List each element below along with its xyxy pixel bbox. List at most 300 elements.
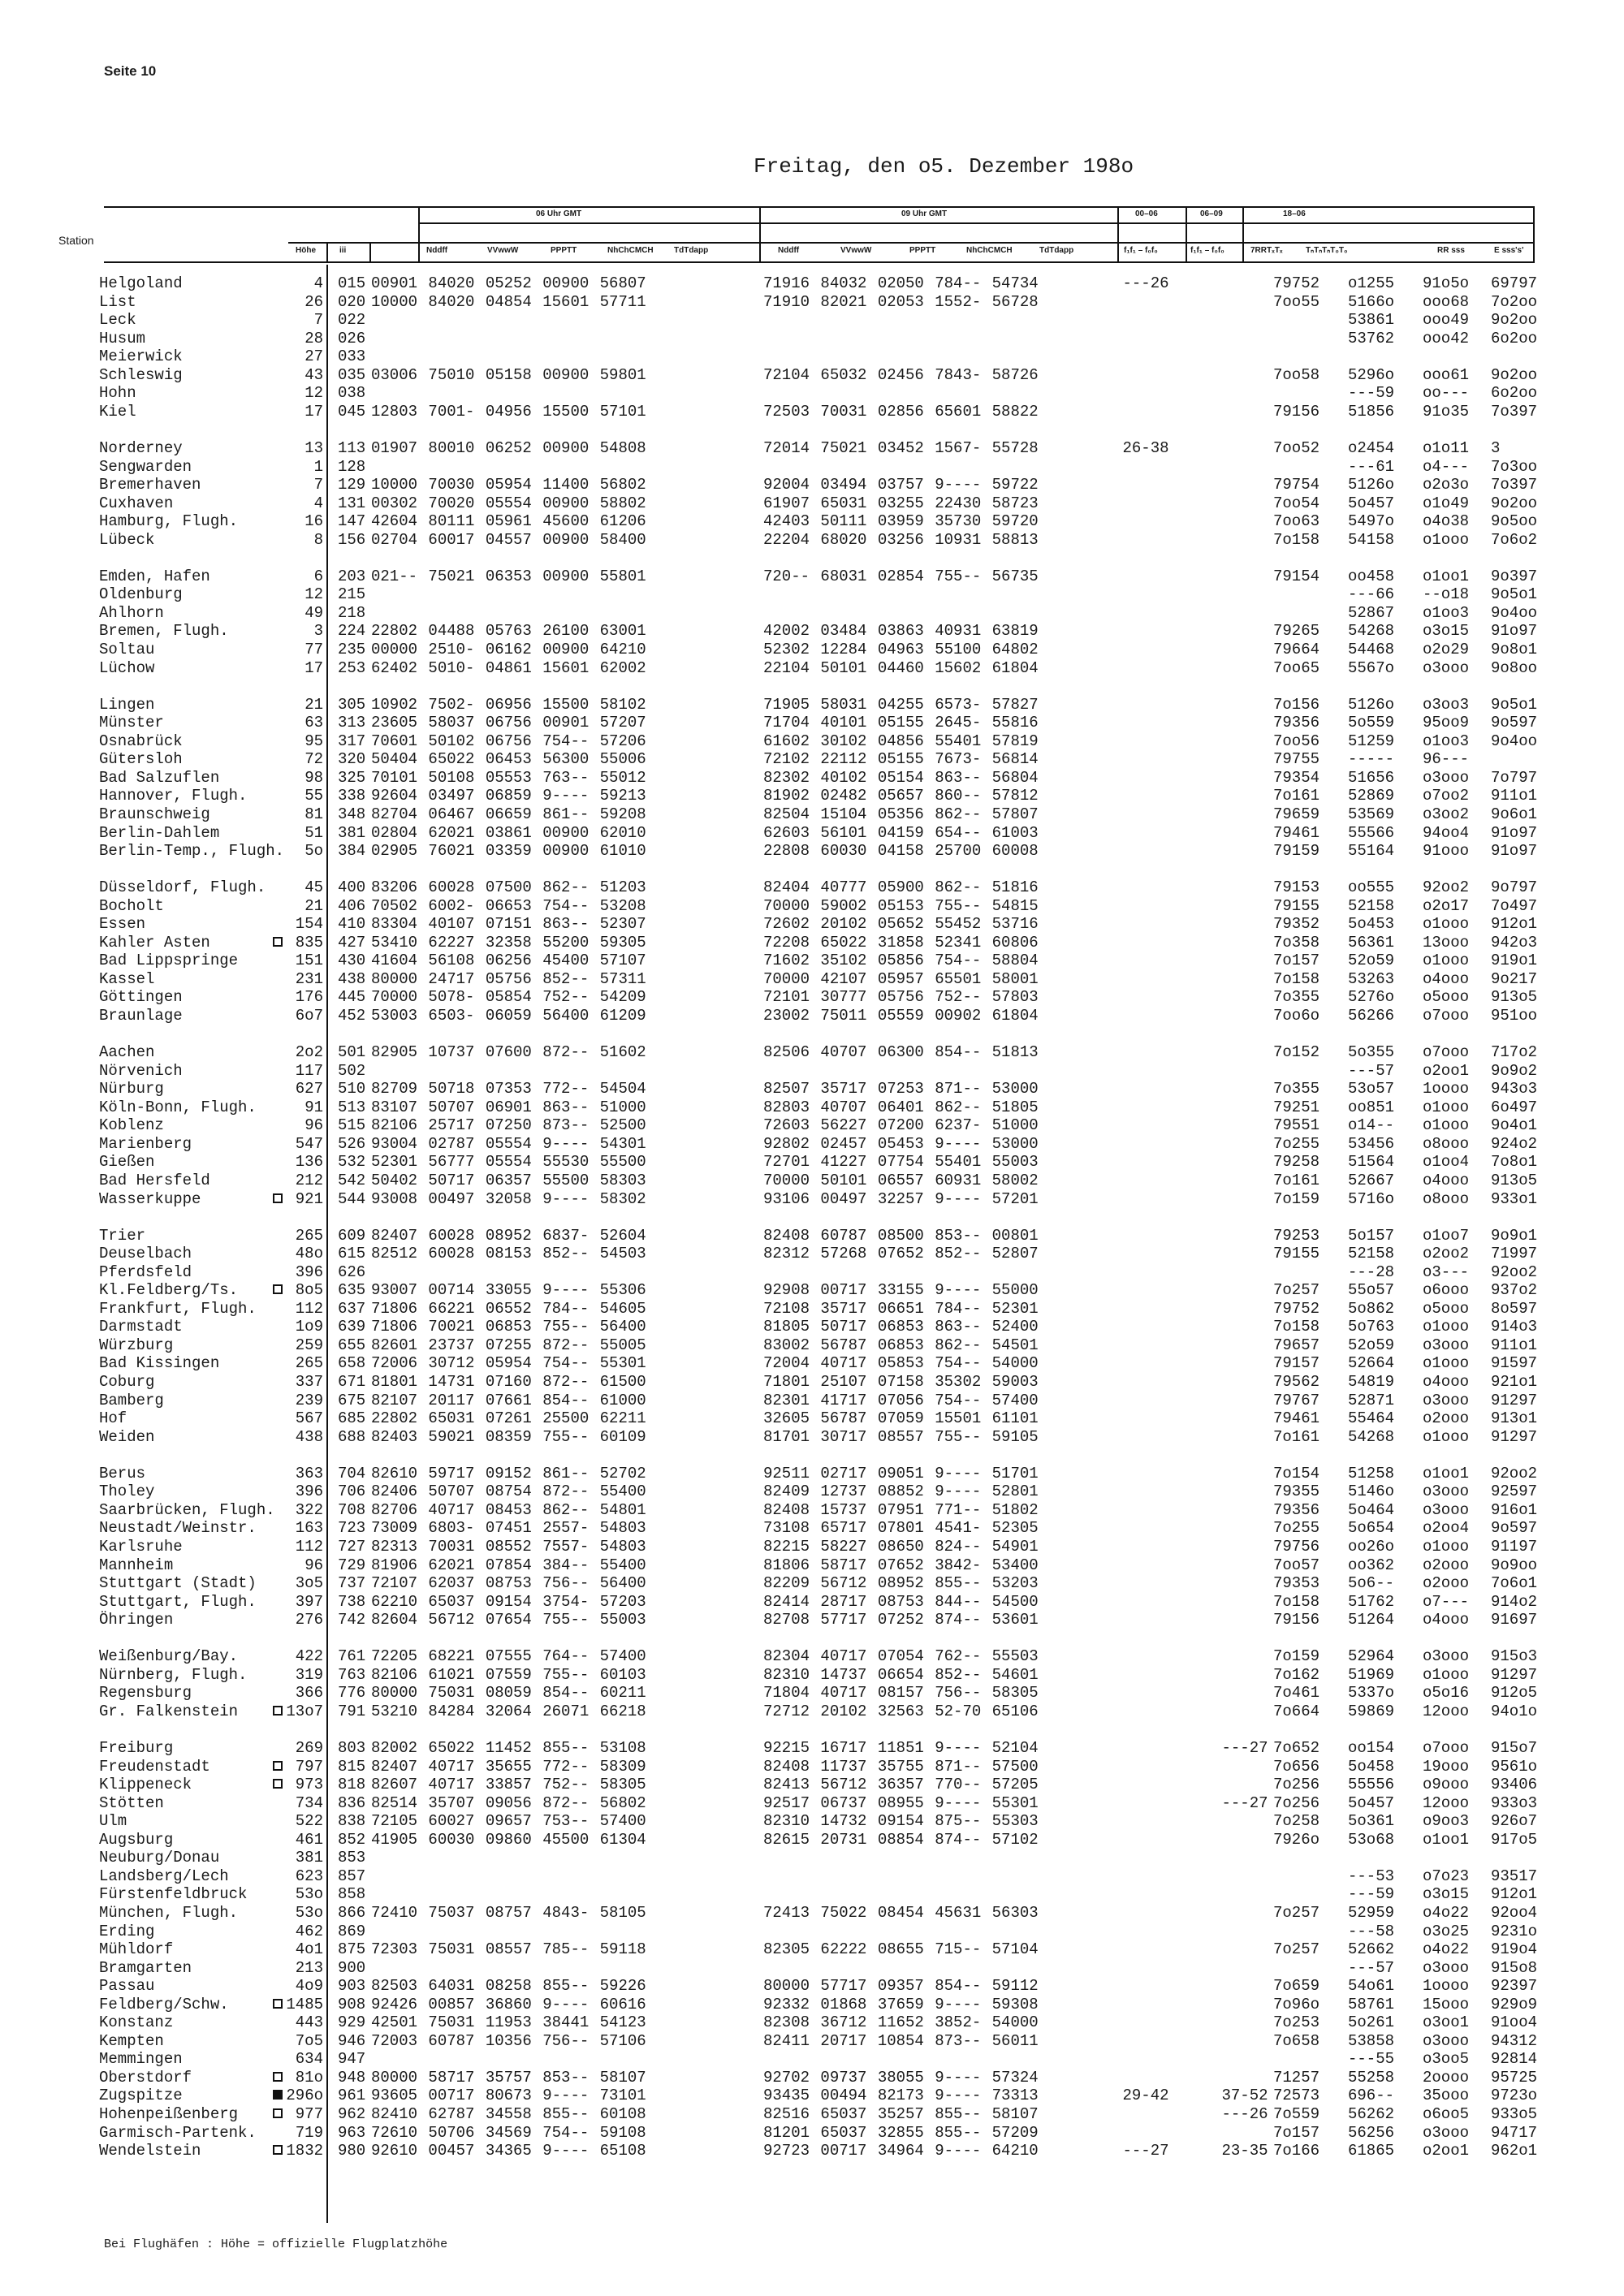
station-id: 615 (338, 1245, 366, 1263)
extreme-temp: 79562 (1273, 1373, 1320, 1391)
snow-group: 93517 (1491, 1867, 1538, 1885)
snow-group: 9o8o1 (1491, 641, 1538, 658)
precip-group: o9oo3 (1423, 1812, 1470, 1831)
min-temp-group: 52o59 (1348, 1336, 1395, 1354)
min-temp-group: ---57 (1348, 1061, 1395, 1080)
station-name: Kahler Asten (99, 933, 210, 952)
extreme-temp: 7o96o (1273, 1995, 1320, 2013)
station-height: 43 (304, 365, 323, 384)
table-row (0, 1392, 1624, 1409)
obs-06-gmt: 42604 80111 05961 45600 61206 (371, 512, 646, 531)
snow-group: 91697 (1491, 1611, 1538, 1629)
station-height: 973 (295, 1776, 323, 1794)
precip-group: 13ooo (1423, 933, 1470, 952)
station-name: Köln-Bonn, Flugh. (99, 1098, 257, 1116)
station-id: 961 (338, 2087, 366, 2105)
obs-09-gmt: 93435 00494 82173 9---- 73313 (763, 2087, 1039, 2105)
station-id: 685 (338, 1409, 366, 1428)
obs-06-gmt: 80000 75031 08059 854-- 60211 (371, 1684, 646, 1703)
station-id: 015 (338, 274, 366, 292)
min-temp-group: 53569 (1348, 805, 1395, 823)
obs-09-gmt: 23002 75011 05559 00902 61804 (763, 1007, 1039, 1025)
extreme-temp: 79253 (1273, 1226, 1320, 1245)
station-height: 12 (304, 585, 323, 604)
station-id: 203 (338, 567, 366, 585)
snow-group: 91oo4 (1491, 2013, 1538, 2032)
extreme-temp: 79156 (1273, 402, 1320, 421)
table-row (0, 1776, 1624, 1793)
station-height: 117 (295, 1061, 323, 1080)
station-name: Mannheim (99, 1556, 174, 1574)
min-temp-group: 5o654 (1348, 1519, 1395, 1538)
precip-group: 96--- (1423, 750, 1470, 769)
precip-group: o3ooo (1423, 1482, 1470, 1501)
station-height: 322 (295, 1500, 323, 1519)
snow-group: 9o5o1 (1491, 695, 1538, 714)
table-row (0, 1482, 1624, 1500)
precip-group: o7--- (1423, 1592, 1470, 1611)
station-height: 1832 (286, 2142, 323, 2160)
station-id: 738 (338, 1592, 366, 1611)
station-height: 27 (304, 347, 323, 366)
station-name: Bocholt (99, 896, 164, 915)
snow-group: 7o6o1 (1491, 1574, 1538, 1593)
station-height: 397 (295, 1592, 323, 1611)
precip-group: 91o35 (1423, 402, 1470, 421)
obs-06-gmt: 50402 50717 06357 55500 58303 (371, 1171, 646, 1189)
station-id: 866 (338, 1903, 366, 1922)
snow-group: 6o2oo (1491, 329, 1538, 347)
extreme-temp: 79258 (1273, 1153, 1320, 1172)
snow-group: 911o1 (1491, 787, 1538, 805)
obs-09-gmt: 92511 02717 09051 9---- 51701 (763, 1464, 1039, 1482)
extreme-temp: 79155 (1273, 896, 1320, 915)
precip-group: o4o38 (1423, 512, 1470, 531)
obs-09-gmt: 70000 59002 05153 755-- 54815 (763, 896, 1039, 915)
open-square-icon (273, 1761, 283, 1771)
table-row (0, 1684, 1624, 1702)
obs-09-gmt: 82310 14732 09154 875-- 55303 (763, 1812, 1039, 1831)
station-name: Neuburg/Donau (99, 1849, 220, 1867)
obs-06-gmt: 71806 66221 06552 784-- 54605 (371, 1299, 646, 1318)
station-id: 776 (338, 1684, 366, 1703)
obs-06-gmt: 53210 84284 32064 26071 66218 (371, 1702, 646, 1720)
precip-group: o8ooo (1423, 1189, 1470, 1208)
station-name: Nürnberg, Flugh. (99, 1665, 248, 1684)
station-name: Ahlhorn (99, 603, 164, 622)
station-name: Berus (99, 1464, 146, 1482)
station-height: 259 (295, 1336, 323, 1354)
station-height: 72 (304, 750, 323, 769)
obs-09-gmt: 61907 65031 03255 22430 58723 (763, 494, 1039, 512)
snow-group: 91o97 (1491, 622, 1538, 641)
table-row (0, 1062, 1624, 1080)
extreme-temp: 79755 (1273, 750, 1320, 769)
extreme-temp: 79767 (1273, 1391, 1320, 1409)
station-name: Husum (99, 329, 146, 347)
obs-09-gmt: 81902 02482 05657 860-- 57812 (763, 787, 1039, 805)
min-temp-group: 54268 (1348, 622, 1395, 641)
station-name: Deuselbach (99, 1245, 192, 1263)
station-height: 231 (295, 969, 323, 988)
min-temp-group: 5o261 (1348, 2013, 1395, 2032)
obs-09-gmt: 72004 40717 05853 754-- 54000 (763, 1354, 1039, 1373)
open-square-icon (273, 1706, 283, 1716)
snow-group: 9o9o1 (1491, 1226, 1538, 1245)
snow-group: 95725 (1491, 2068, 1538, 2087)
table-row (0, 1373, 1624, 1391)
station-id: 857 (338, 1867, 366, 1885)
station-height: 522 (295, 1812, 323, 1831)
min-temp-group: 5o763 (1348, 1318, 1395, 1336)
snow-group: 6o2oo (1491, 384, 1538, 403)
table-row (0, 1263, 1624, 1281)
station-height: 269 (295, 1739, 323, 1757)
station-name: Memmingen (99, 2050, 183, 2069)
obs-09-gmt: 70000 42107 05957 65501 58001 (763, 969, 1039, 988)
extreme-temp: 7o152 (1273, 1043, 1320, 1062)
footnote: Bei Flughäfen : Höhe = offizielle Flugplatzhöhe (104, 2238, 448, 2251)
snow-group: 919o1 (1491, 952, 1538, 970)
table-row (0, 2087, 1624, 2104)
table-row (0, 2013, 1624, 2031)
obs-09-gmt: 92702 09737 38055 9---- 57324 (763, 2068, 1039, 2087)
min-temp-group: 51258 (1348, 1464, 1395, 1482)
obs-06-gmt: 22802 04488 05763 26100 63001 (371, 622, 646, 641)
obs-06-gmt: 10000 84020 04854 15601 57711 (371, 292, 646, 311)
obs-09-gmt: 72101 30777 05756 752-- 57803 (763, 988, 1039, 1007)
snow-group: 9o4o1 (1491, 1116, 1538, 1135)
snow-group: 9o2oo (1491, 494, 1538, 512)
header-06-c3: PPPTT (551, 246, 577, 255)
obs-09-gmt: 72014 75021 03452 1567- 55728 (763, 438, 1039, 457)
precip-group: o1oo1 (1423, 1830, 1470, 1849)
table-row (0, 1501, 1624, 1519)
station-id: 947 (338, 2050, 366, 2069)
table-row (0, 366, 1624, 384)
extreme-temp: 7o559 (1273, 2105, 1320, 2123)
precip-group: o2oo1 (1423, 2142, 1470, 2160)
precip-group: o2ooo (1423, 1409, 1470, 1428)
obs-06-gmt: 72205 68221 07555 764-- 57400 (371, 1647, 646, 1666)
table-row (0, 2124, 1624, 2142)
obs-09-gmt: 92908 00717 33155 9---- 55000 (763, 1281, 1039, 1300)
station-id: 147 (338, 512, 366, 531)
station-height: 977 (295, 2105, 323, 2123)
table-row (0, 1172, 1624, 1189)
open-square-icon (273, 2072, 283, 2082)
station-id: 609 (338, 1226, 366, 1245)
station-id: 502 (338, 1061, 366, 1080)
station-id: 791 (338, 1702, 366, 1720)
report-date: Freitag, den o5. Dezember 198o (754, 154, 1134, 179)
min-temp-group: 5o355 (1348, 1043, 1395, 1062)
station-name: Weiden (99, 1427, 155, 1446)
obs-06-gmt: 92610 00457 34365 9---- 65108 (371, 2142, 646, 2160)
station-name: Aachen (99, 1043, 155, 1062)
obs-09-gmt: 71905 58031 04255 6573- 57827 (763, 695, 1039, 714)
obs-09-gmt: 71916 84032 02050 784-- 54734 (763, 274, 1039, 292)
station-name: Stuttgart (Stadt) (99, 1574, 257, 1593)
obs-09-gmt: 72102 22112 05155 7673- 56814 (763, 750, 1039, 769)
snow-group: 913o5 (1491, 1171, 1538, 1189)
station-id: 815 (338, 1757, 366, 1776)
table-row (0, 1354, 1624, 1372)
min-temp-group: 5o464 (1348, 1500, 1395, 1519)
obs-06-gmt: 02804 62021 03861 00900 62010 (371, 823, 646, 842)
station-name: München, Flugh. (99, 1903, 239, 1922)
table-row (0, 384, 1624, 402)
obs-06-gmt: 80000 58717 35757 853-- 58107 (371, 2068, 646, 2087)
min-temp-group: 54158 (1348, 530, 1395, 549)
station-height: 4 (313, 274, 323, 292)
table-row (0, 1739, 1624, 1757)
rain-06-09: ---27 (1221, 1793, 1268, 1812)
precip-group: o4ooo (1423, 1373, 1470, 1391)
station-height: 28 (304, 329, 323, 347)
precip-group: o4ooo (1423, 1611, 1470, 1629)
obs-06-gmt: 82503 64031 08258 855-- 59226 (371, 1977, 646, 1996)
header-rsub1: f₁f₁ – f₀f₀ (1124, 246, 1158, 255)
precip-group: o7ooo (1423, 1739, 1470, 1757)
station-name: Münster (99, 714, 164, 732)
station-height: 337 (295, 1373, 323, 1391)
table-row (0, 1574, 1624, 1592)
station-height: 154 (295, 915, 323, 934)
snow-group: 7o8o1 (1491, 1153, 1538, 1172)
obs-06-gmt: 93004 02787 05554 9---- 54301 (371, 1134, 646, 1153)
precip-group: o3oo5 (1423, 2050, 1470, 2069)
obs-09-gmt: 82209 56712 08952 855-- 53203 (763, 1574, 1039, 1593)
table-row (0, 878, 1624, 896)
obs-09-gmt: 82414 28717 08753 844-- 54500 (763, 1592, 1039, 1611)
station-height: 45 (304, 878, 323, 897)
table-row (0, 970, 1624, 988)
snow-group: 91597 (1491, 1354, 1538, 1373)
obs-09-gmt: 72104 65032 02456 7843- 58726 (763, 365, 1039, 384)
min-temp-group: 53263 (1348, 969, 1395, 988)
snow-group: 916o1 (1491, 1500, 1538, 1519)
obs-06-gmt: 93605 00717 80673 9---- 73101 (371, 2087, 646, 2105)
precip-group: 95oo9 (1423, 714, 1470, 732)
snow-group: 8o597 (1491, 1299, 1538, 1318)
min-temp-group: 52158 (1348, 896, 1395, 915)
station-name: Oldenburg (99, 585, 183, 604)
extreme-temp: 79251 (1273, 1098, 1320, 1116)
extreme-temp: 79155 (1273, 1245, 1320, 1263)
min-temp-group: 51564 (1348, 1153, 1395, 1172)
precip-group: o2oo4 (1423, 1519, 1470, 1538)
min-temp-group: 54268 (1348, 1427, 1395, 1446)
min-temp-group: 55o57 (1348, 1281, 1395, 1300)
station-id: 501 (338, 1043, 366, 1062)
min-temp-group: 56361 (1348, 933, 1395, 952)
station-height: 1 (313, 457, 323, 476)
snow-group: 9o6o1 (1491, 805, 1538, 823)
extreme-temp: 79153 (1273, 878, 1320, 897)
station-id: 875 (338, 1940, 366, 1959)
min-temp-group: 5337o (1348, 1684, 1395, 1703)
precip-group: o4ooo (1423, 969, 1470, 988)
extreme-temp: 7o355 (1273, 988, 1320, 1007)
precip-group: o3ooo (1423, 1958, 1470, 1977)
snow-group: 71997 (1491, 1245, 1538, 1263)
obs-09-gmt: 22104 50101 04460 15602 61804 (763, 658, 1039, 677)
extreme-temp: 79353 (1273, 1574, 1320, 1593)
table-row (0, 1300, 1624, 1318)
open-square-icon (273, 937, 283, 947)
rain-06-09: 37-52 (1221, 2087, 1268, 2105)
extreme-temp: 79356 (1273, 714, 1320, 732)
station-name: Bad Lippspringe (99, 952, 239, 970)
precip-group: o5o16 (1423, 1684, 1470, 1703)
min-temp-group: 53o57 (1348, 1080, 1395, 1098)
table-row (0, 2050, 1624, 2068)
station-id: 704 (338, 1464, 366, 1482)
precip-group: o3ooo (1423, 1391, 1470, 1409)
min-temp-group: 5o361 (1348, 1812, 1395, 1831)
table-row (0, 274, 1624, 292)
extreme-temp: 7oo6o (1273, 1007, 1320, 1025)
precip-group: o4--- (1423, 457, 1470, 476)
min-temp-group: 5126o (1348, 695, 1395, 714)
precip-group: o5ooo (1423, 988, 1470, 1007)
station-id: 406 (338, 896, 366, 915)
station-name: Lüchow (99, 658, 155, 677)
obs-09-gmt: 82404 40777 05900 862-- 51816 (763, 878, 1039, 897)
precip-group: o2ooo (1423, 1574, 1470, 1593)
min-temp-group: 5166o (1348, 292, 1395, 311)
precip-group: o3o15 (1423, 1885, 1470, 1904)
station-height: 176 (295, 988, 323, 1007)
obs-09-gmt: 82312 57268 07652 852-- 52807 (763, 1245, 1039, 1263)
table-row (0, 1703, 1624, 1720)
obs-06-gmt: 82607 40717 33857 752-- 58305 (371, 1776, 646, 1794)
obs-09-gmt: 22204 68020 03256 10931 58813 (763, 530, 1039, 549)
obs-09-gmt: 92332 01868 37659 9---- 59308 (763, 1995, 1039, 2013)
station-id: 156 (338, 530, 366, 549)
header-r00: 00–06 (1135, 209, 1158, 218)
snow-group: 915o7 (1491, 1739, 1538, 1757)
obs-09-gmt: 70000 50101 06557 60931 58002 (763, 1171, 1039, 1189)
station-name: Bad Salzuflen (99, 768, 220, 787)
extreme-temp: 7oo52 (1273, 438, 1320, 457)
station-name: List (99, 292, 136, 311)
min-temp-group: 5o457 (1348, 494, 1395, 512)
station-name: Regensburg (99, 1684, 192, 1703)
precip-group: o5ooo (1423, 1299, 1470, 1318)
min-temp-group: 5146o (1348, 1482, 1395, 1501)
station-name: Bremerhaven (99, 476, 201, 494)
precip-group: 94oo4 (1423, 823, 1470, 842)
obs-09-gmt: 52302 12284 04963 55100 64802 (763, 641, 1039, 658)
obs-09-gmt: 82304 40717 07054 762-- 55503 (763, 1647, 1039, 1666)
station-height: 363 (295, 1464, 323, 1482)
obs-09-gmt: 82708 57717 07252 874-- 53601 (763, 1611, 1039, 1629)
obs-06-gmt: 72003 60787 10356 756-- 57106 (371, 2031, 646, 2050)
min-temp-group: ---58 (1348, 1922, 1395, 1940)
station-name: Cuxhaven (99, 494, 174, 512)
min-temp-group: 54o61 (1348, 1977, 1395, 1996)
min-temp-group: 59869 (1348, 1702, 1395, 1720)
obs-09-gmt: 72603 56227 07200 6237- 51000 (763, 1116, 1039, 1135)
precip-group: o3ooo (1423, 1500, 1470, 1519)
obs-09-gmt: 42403 50111 03959 35730 59720 (763, 512, 1039, 531)
precip-group: o3ooo (1423, 768, 1470, 787)
station-height: 265 (295, 1354, 323, 1373)
min-temp-group: 55464 (1348, 1409, 1395, 1428)
min-temp-group: oo555 (1348, 878, 1395, 897)
obs-09-gmt: 92723 00717 34964 9---- 64210 (763, 2142, 1039, 2160)
station-id: 532 (338, 1153, 366, 1172)
extreme-temp: 79159 (1273, 842, 1320, 861)
station-name: Klippeneck (99, 1776, 192, 1794)
station-id: 727 (338, 1537, 366, 1556)
station-name: Berlin-Temp., Flugh. (99, 842, 285, 861)
header-09-c1: Nddff (778, 246, 800, 255)
snow-group: 7o397 (1491, 402, 1538, 421)
station-id: 513 (338, 1098, 366, 1116)
station-name: Karlsruhe (99, 1537, 183, 1556)
obs-06-gmt: 82002 65022 11452 855-- 53108 (371, 1739, 646, 1757)
obs-09-gmt: 82215 58227 08650 824-- 54901 (763, 1537, 1039, 1556)
table-row (0, 458, 1624, 476)
snow-group: 933o5 (1491, 2105, 1538, 2123)
snow-group: 9o9oo (1491, 1556, 1538, 1574)
extreme-temp: 71257 (1273, 2068, 1320, 2087)
precip-group: o3o15 (1423, 622, 1470, 641)
station-height: 7 (313, 476, 323, 494)
precip-group: 35ooo (1423, 2087, 1470, 2105)
precip-group: o3--- (1423, 1262, 1470, 1281)
precip-group: ooo42 (1423, 329, 1470, 347)
extreme-temp: 79756 (1273, 1537, 1320, 1556)
extreme-temp: 7o659 (1273, 1977, 1320, 1996)
obs-06-gmt: 80000 24717 05756 852-- 57311 (371, 969, 646, 988)
obs-06-gmt: 00302 70020 05554 00900 58802 (371, 494, 646, 512)
obs-06-gmt: 42501 75031 11953 38441 54123 (371, 2013, 646, 2032)
extreme-temp: 7o159 (1273, 1189, 1320, 1208)
precip-group: o1ooo (1423, 1354, 1470, 1373)
station-height: 319 (295, 1665, 323, 1684)
extreme-temp: 7o258 (1273, 1812, 1320, 1831)
station-name: Pferdsfeld (99, 1262, 192, 1281)
table-row (0, 1318, 1624, 1336)
extreme-temp: 79659 (1273, 805, 1320, 823)
obs-09-gmt: 82302 40102 05154 863-- 56804 (763, 768, 1039, 787)
table-row (0, 2142, 1624, 2160)
obs-06-gmt: 021-- 75021 06353 00900 55801 (371, 567, 646, 585)
station-name: Passau (99, 1977, 155, 1996)
open-square-icon (273, 1999, 283, 2009)
obs-06-gmt: 82106 61021 07559 755-- 60103 (371, 1665, 646, 1684)
snow-group: 9231o (1491, 1922, 1538, 1940)
precip-group: 15ooo (1423, 1995, 1470, 2013)
snow-group: 913o5 (1491, 988, 1538, 1007)
extreme-temp: 79154 (1273, 567, 1320, 585)
snow-group: 917o5 (1491, 1830, 1538, 1849)
obs-09-gmt: 81701 30717 08557 755-- 59105 (763, 1427, 1039, 1446)
precip-group: o1ooo (1423, 1665, 1470, 1684)
station-name: Lübeck (99, 530, 155, 549)
precip-group: o1ooo (1423, 1098, 1470, 1116)
min-temp-group: ---66 (1348, 585, 1395, 604)
table-row (0, 1135, 1624, 1153)
snow-group: 937o2 (1491, 1281, 1538, 1300)
station-height: 53o (295, 1885, 323, 1904)
min-temp-group: 53456 (1348, 1134, 1395, 1153)
extreme-temp: 7o257 (1273, 1903, 1320, 1922)
